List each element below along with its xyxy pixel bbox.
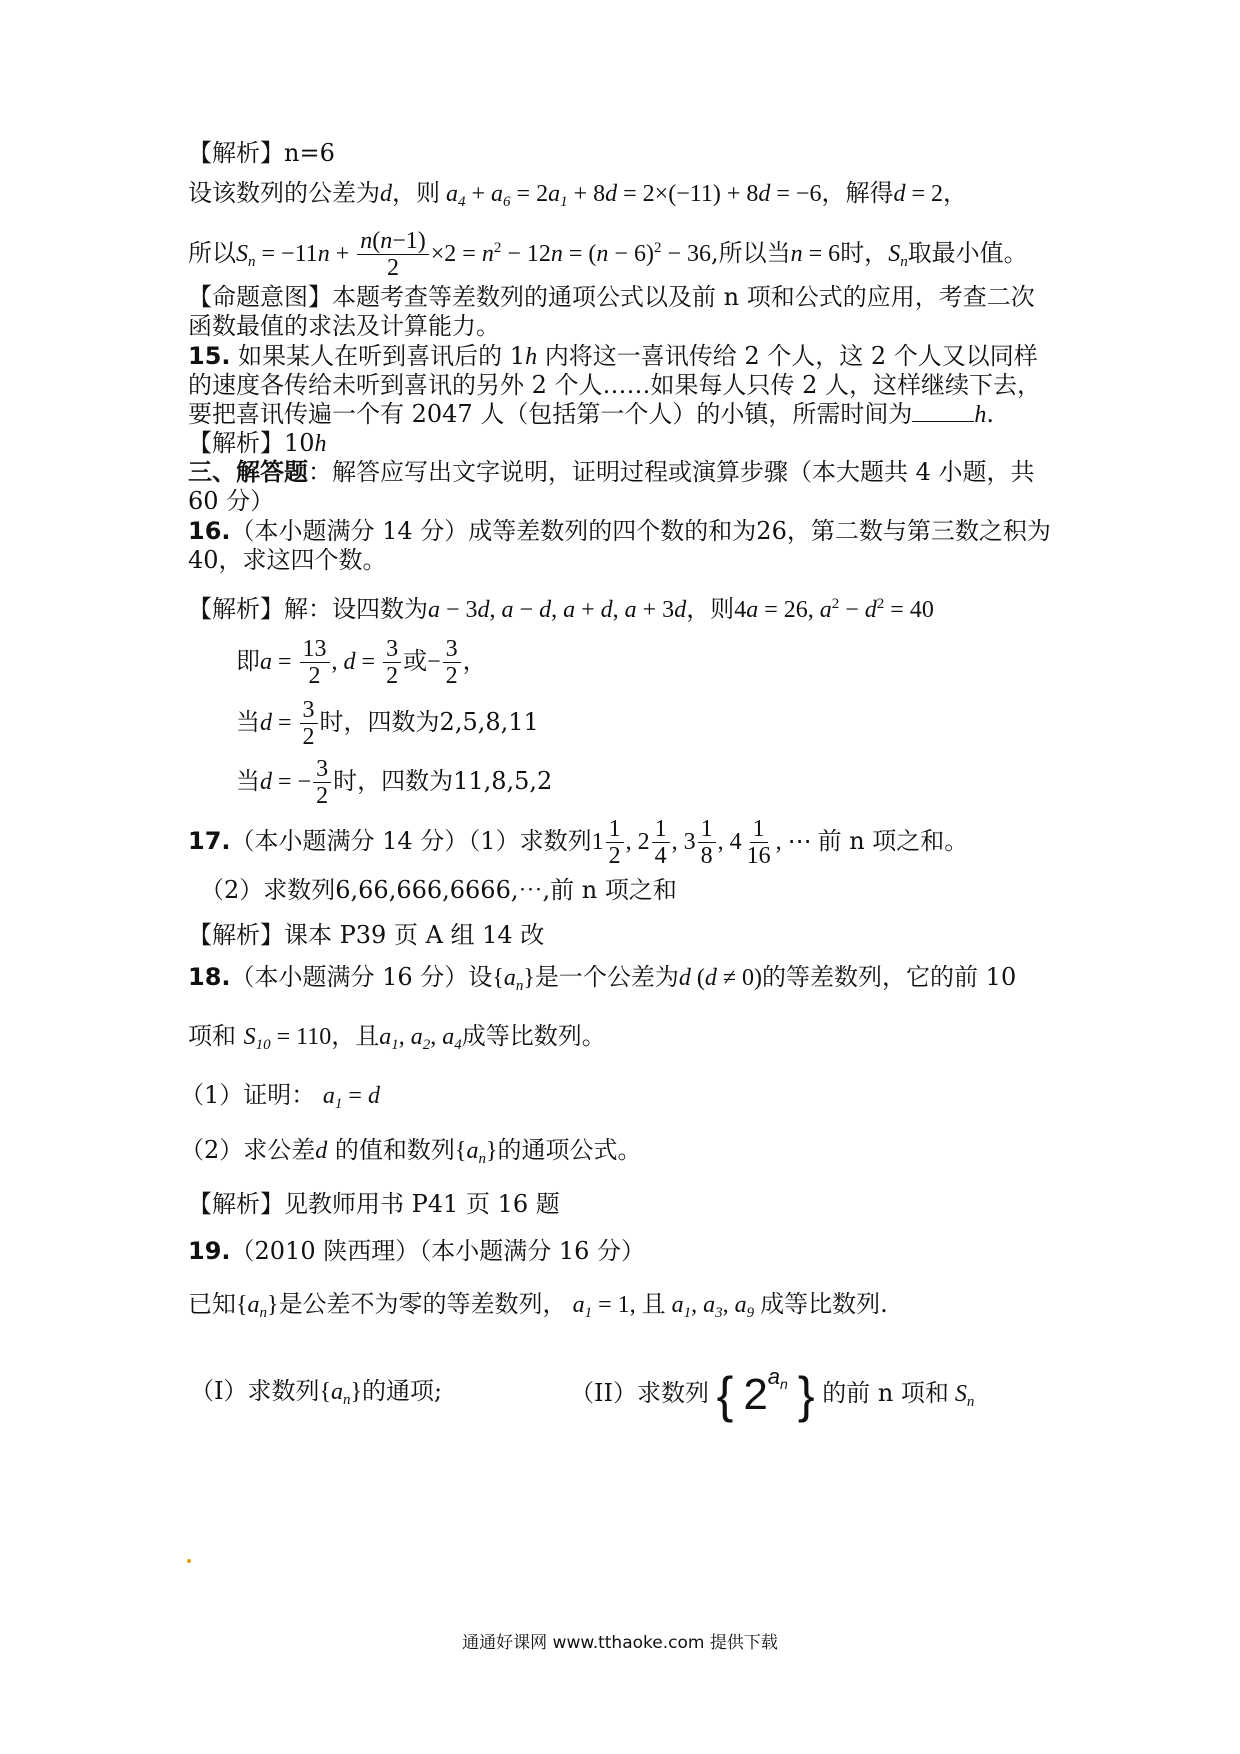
question-16-line-1: 16.（本小题满分 14 分）成等差数列的四个数的和为26，第二数与第三数之积为 <box>188 517 1051 545</box>
answer-16-case-2: 当d = − $\frac{3}{2}$ 时，四数为11,8,5,2 <box>236 756 553 809</box>
question-17-part-2: （2）求数列6,66,666,6666,⋯,前 n 项之和 <box>200 876 677 904</box>
answer-16-case-1: 当d = $\frac{3}{2}$ 时，四数为2,5,8,11 <box>236 697 539 750</box>
answer-16-setup: 【解析】解：设四数为a − 3d, a − d, a + d, a + 3d，则4a = 26, $a^2 - d^2 = 40$ <box>188 595 934 623</box>
answer-14-step1: 设该数列的公差为d，则 $a_4 + a_6 = 2a_1 + 8d = 2\times(-11) + 8d = -6$，解得d = 2， <box>188 179 967 210</box>
question-19-part-2: （II）求数列 { 2 $a_n$ } 的前 n 项和 $S_n$ <box>570 1364 975 1423</box>
answer-blank <box>912 399 974 422</box>
question-19-part-1: （I）求数列$\{a_n\}$的通项; <box>190 1377 443 1408</box>
question-19-header: 19.（2010 陕西理）（本小题满分 16 分） <box>188 1237 646 1265</box>
section-3-heading-cont: 60 分） <box>188 487 275 515</box>
question-15-line-1: 15. 如果某人在听到喜讯后的 1h 内将这一喜讯传给 2 个人，这 2 个人又以同样 <box>188 342 1038 370</box>
question-15-line-3: 要把喜讯传遍一个有 2047 人（包括第一个人）的小镇，所需时间为 h. <box>188 400 994 428</box>
section-3-heading: 三、解答题：解答应写出文字说明，证明过程或演算步骤（本大题共 4 小题，共 <box>188 458 1035 486</box>
intent-line-1: 【命题意图】本题考查等差数列的通项公式以及前 n 项和公式的应用，考查二次 <box>188 283 1035 311</box>
question-19-given: 已知$\{a_n\}$是公差不为零的等差数列， $a_1 = 1$, 且 $a_1$, $a_3$, $a_9$ 成等比数列. <box>188 1290 888 1321</box>
answer-17: 【解析】课本 P39 页 A 组 14 改 <box>188 921 545 949</box>
stray-mark <box>187 1559 191 1563</box>
question-18-part-1: （1）证明： $a_1 = d$ <box>180 1081 380 1112</box>
answer-14-step2: 所以$S_n = -11n$ + $\frac{n(n-1)}{2}$ $\times 2 = n^2 - 12n = (n - 6)^2 - 36$,所以当n = 6时，$S_n$取最小值。 <box>188 228 1028 281</box>
question-15-line-2: 的速度各传给未听到喜讯的另外 2 个人……如果每人只传 2 人，这样继续下去， <box>188 371 1042 399</box>
answer-16-values: 即a = $\frac{13}{2}$ , d = $\frac{3}{2}$ 或− $\frac{3}{2}$ ， <box>236 636 487 689</box>
question-18-line-1: 18.（本小题满分 16 分）设$\{a_n\}$是一个公差为d (d ≠ 0)的等差数列，它的前 10 <box>188 963 1017 994</box>
question-18-line-2: 项和 $S_{10} = 110$，且$a_1$, $a_2$, $a_4$成等比数列。 <box>188 1022 606 1053</box>
answer-15: 【解析】10h <box>188 429 327 457</box>
intent-line-2: 函数最值的求法及计算能力。 <box>188 312 500 340</box>
page-footer: 通通好课网 www.tthaoke.com 提供下载 <box>462 1633 778 1653</box>
question-16-line-2: 40，求这四个数。 <box>188 546 387 574</box>
answer-18: 【解析】见教师用书 P41 页 16 题 <box>188 1190 560 1218</box>
answer-14-header: 【解析】n=6 <box>188 139 335 167</box>
question-17-part-1: 17.（本小题满分 14 分）（1）求数列1 $\frac{1}{2}$ , 2 $\frac{1}{4}$ , 3 $\frac{1}{8}$ , 4 $\frac{1}{16}$ , ⋯ 前 n 项之和。 <box>188 816 969 869</box>
question-18-part-2: （2）求公差d 的值和数列$\{a_n\}$的通项公式。 <box>180 1136 642 1167</box>
